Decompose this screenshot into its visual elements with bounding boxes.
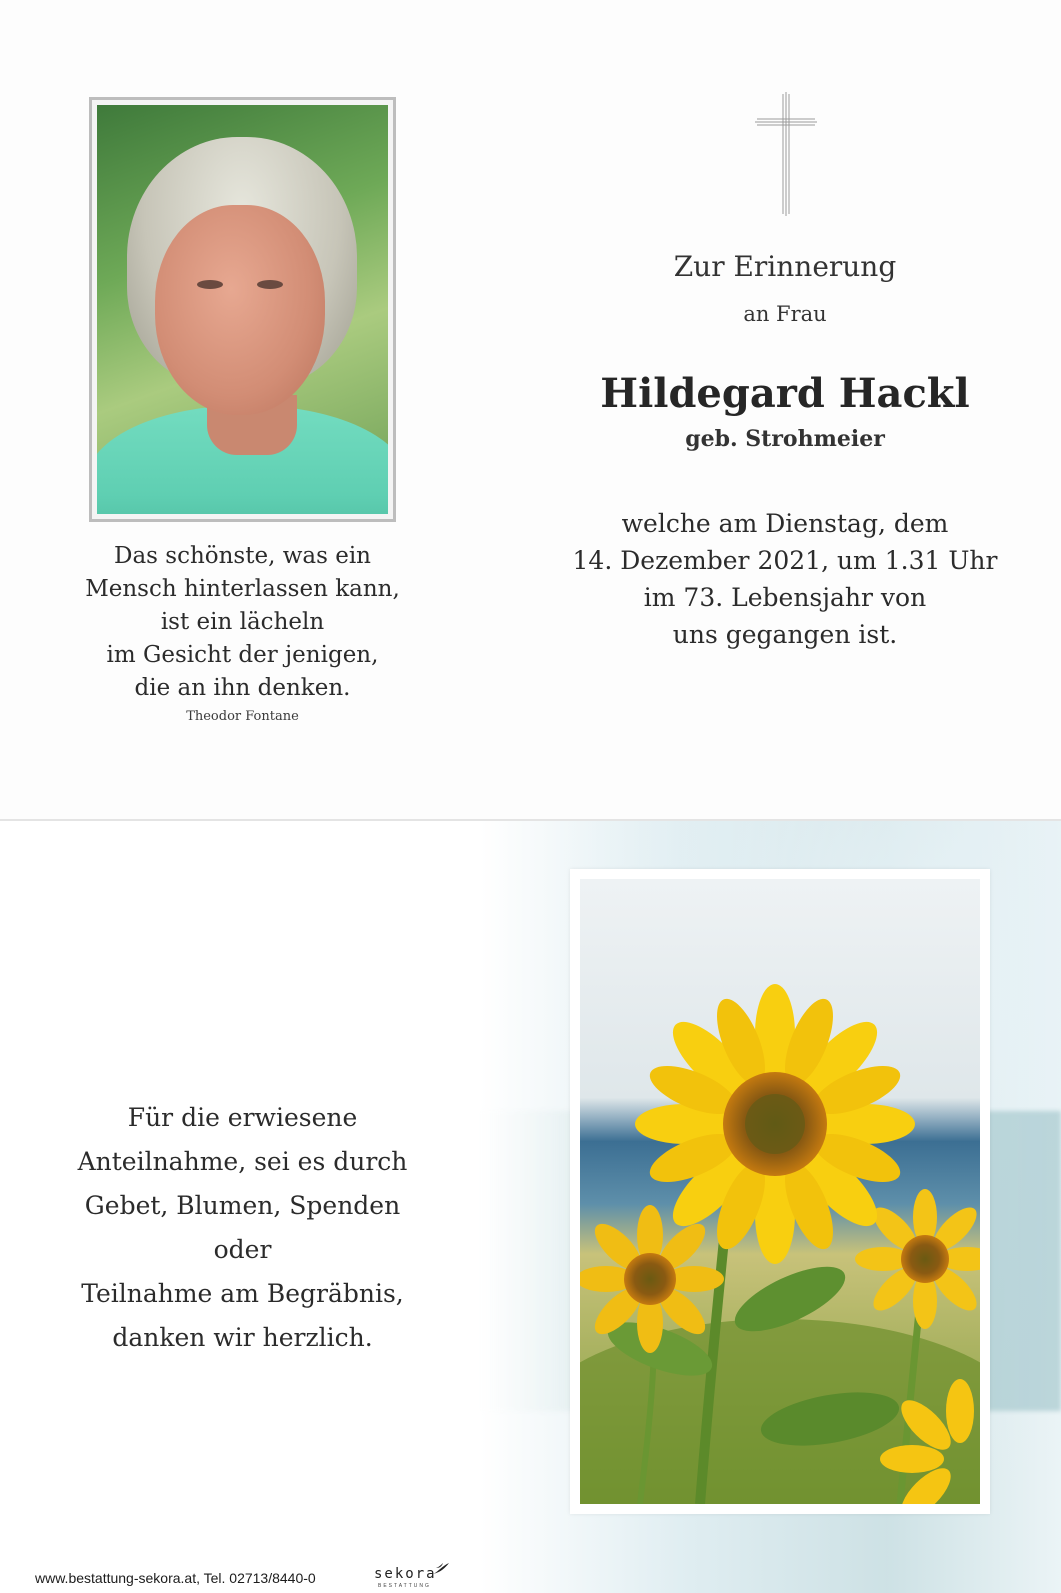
- logo-word: sekora: [374, 1566, 437, 1582]
- portrait-eye-left: [197, 280, 223, 289]
- thanks-line: Gebet, Blumen, Spenden oder: [84, 1191, 401, 1264]
- detail-line: 14. Dezember 2021, um 1.31 Uhr: [572, 546, 998, 575]
- memorial-quote: [80, 540, 405, 724]
- footer-contact: www.bestattung-sekora.at, Tel. 02713/8440-0: [35, 1570, 316, 1586]
- portrait-eye-right: [257, 280, 283, 289]
- quote-line: Mensch hinterlassen kann,: [85, 576, 400, 602]
- sunflower-frame: [570, 869, 990, 1514]
- memorial-intro: Zur Erinnerung: [673, 250, 897, 283]
- detail-line: im 73. Lebensjahr von: [643, 583, 927, 612]
- sekora-logo: [374, 1564, 454, 1592]
- deceased-name: Hildegard Hackl: [600, 370, 970, 417]
- maiden-name: geb. Strohmeier: [685, 426, 885, 452]
- detail-line: welche am Dienstag, dem: [621, 509, 949, 538]
- detail-line: uns gegangen ist.: [672, 620, 898, 649]
- memorial-salutation: an Frau: [743, 302, 827, 326]
- quote-line: die an ihn denken.: [134, 675, 351, 701]
- thanks-text: [70, 1096, 415, 1360]
- logo-subtitle: BESTATTUNG: [378, 1583, 431, 1589]
- thanks-line: Anteilnahme, sei es durch: [77, 1147, 408, 1176]
- portrait-frame: [89, 97, 396, 522]
- quote-line: ist ein lächeln: [160, 609, 325, 635]
- footer: [0, 1564, 1061, 1593]
- quote-author: Theodor Fontane: [186, 709, 299, 724]
- death-details: [560, 505, 1010, 653]
- sunflower-image: [580, 879, 980, 1504]
- portrait-face: [155, 205, 325, 415]
- thanks-line: Für die erwiesene: [127, 1103, 358, 1132]
- leaf-icon: [432, 1562, 450, 1576]
- portrait-photo: [97, 105, 388, 514]
- quote-line: Das schönste, was ein: [114, 543, 371, 569]
- card-back: [0, 821, 1061, 1593]
- quote-line: im Gesicht der jenigen,: [106, 642, 379, 668]
- thanks-line: danken wir herzlich.: [112, 1323, 373, 1352]
- thanks-line: Teilnahme am Begräbnis,: [81, 1279, 404, 1308]
- cross-icon: [755, 92, 817, 216]
